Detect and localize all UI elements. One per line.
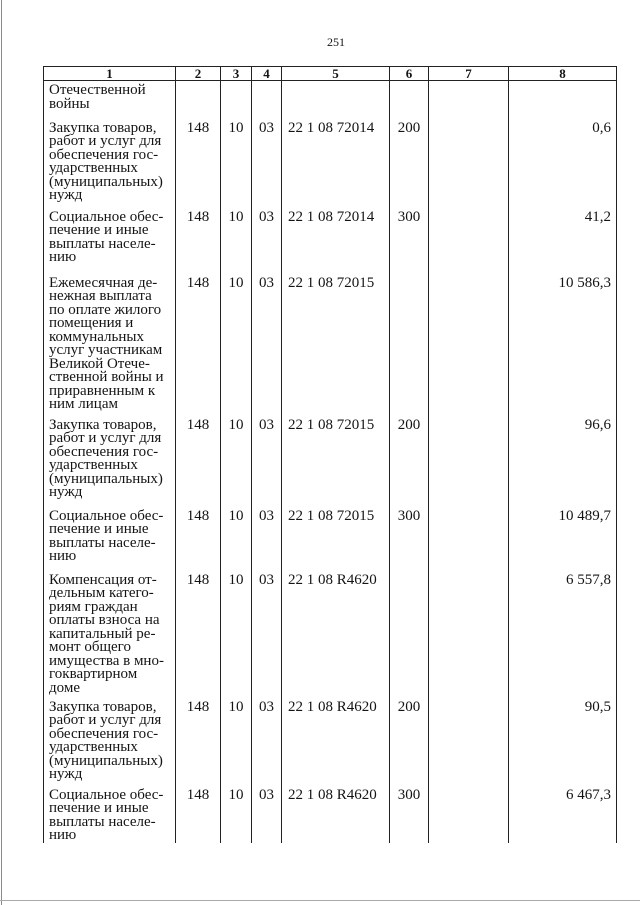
col4-code-cell: 03	[252, 507, 282, 571]
col5-code-cell: 22 1 08 72015	[282, 274, 390, 416]
col3-code-cell: 10	[221, 571, 252, 698]
header-col7: 7	[429, 67, 509, 81]
table-row	[44, 119, 617, 208]
amount-cell: 41,2	[509, 208, 617, 274]
row-name-cell: Отечественной войны	[44, 81, 176, 119]
col3-code-cell: 10	[221, 698, 252, 786]
col7-cell	[429, 81, 509, 119]
col2-code-cell	[176, 81, 221, 119]
col3-code-cell: 10	[221, 119, 252, 208]
col4-code-cell: 03	[252, 698, 282, 786]
amount-cell: 6 557,8	[509, 571, 617, 698]
amount-cell: 96,6	[509, 416, 617, 507]
col2-code-cell: 148	[176, 274, 221, 416]
col5-code-cell: 22 1 08 72015	[282, 416, 390, 507]
header-col8: 8	[509, 67, 617, 81]
header-col4: 4	[252, 67, 282, 81]
col5-code-cell	[282, 81, 390, 119]
col6-code-cell: 200	[390, 119, 429, 208]
col3-code-cell: 10	[221, 208, 252, 274]
col5-code-cell: 22 1 08 R4620	[282, 698, 390, 786]
amount-cell: 90,5	[509, 698, 617, 786]
table-row	[44, 507, 617, 571]
table-row	[44, 786, 617, 843]
col2-code-cell: 148	[176, 571, 221, 698]
col4-code-cell: 03	[252, 571, 282, 698]
col4-code-cell: 03	[252, 274, 282, 416]
page-number: 251	[327, 35, 345, 49]
row-name-cell: Социальное обес- печение и иные выплаты населе- нию	[44, 507, 176, 571]
col7-cell	[429, 208, 509, 274]
col6-code-cell	[390, 81, 429, 119]
col2-code-cell: 148	[176, 416, 221, 507]
col3-code-cell: 10	[221, 507, 252, 571]
amount-cell: 10 489,7	[509, 507, 617, 571]
header-col2: 2	[176, 67, 221, 81]
table-row	[44, 571, 617, 698]
amount-cell	[509, 81, 617, 119]
amount-cell: 6 467,3	[509, 786, 617, 843]
scan-edge-left	[1, 0, 2, 905]
header-row	[44, 67, 617, 81]
row-name-cell: Компенсация от- дельным катего- риям граждан оплаты взноса на капитальный ре- монт общего имущества в мно- гоквартирном доме	[44, 571, 176, 698]
row-name-cell: Социальное обес- печение и иные выплаты населе- нию	[44, 208, 176, 274]
table-row	[44, 698, 617, 786]
col3-code-cell	[221, 81, 252, 119]
col7-cell	[429, 119, 509, 208]
table-row	[44, 208, 617, 274]
col5-code-cell: 22 1 08 72014	[282, 119, 390, 208]
col7-cell	[429, 698, 509, 786]
col6-code-cell	[390, 571, 429, 698]
col5-code-cell: 22 1 08 72015	[282, 507, 390, 571]
col2-code-cell: 148	[176, 786, 221, 843]
scan-edge-bottom	[0, 900, 640, 901]
col6-code-cell: 200	[390, 416, 429, 507]
amount-cell: 0,6	[509, 119, 617, 208]
col6-code-cell: 300	[390, 507, 429, 571]
col6-code-cell: 300	[390, 786, 429, 843]
row-name-cell: Закупка товаров, работ и услуг для обеспечения гос- ударственных (муниципальных) нужд	[44, 119, 176, 208]
row-name-cell: Закупка товаров, работ и услуг для обеспечения гос- ударственных (муниципальных) нужд	[44, 698, 176, 786]
col7-cell	[429, 571, 509, 698]
col2-code-cell: 148	[176, 208, 221, 274]
col6-code-cell	[390, 274, 429, 416]
row-name-cell: Закупка товаров, работ и услуг для обеспечения гос- ударственных (муниципальных) нужд	[44, 416, 176, 507]
col3-code-cell: 10	[221, 416, 252, 507]
table-row	[44, 81, 617, 119]
col5-code-cell: 22 1 08 R4620	[282, 571, 390, 698]
col4-code-cell: 03	[252, 786, 282, 843]
col2-code-cell: 148	[176, 119, 221, 208]
col7-cell	[429, 507, 509, 571]
col7-cell	[429, 786, 509, 843]
col6-code-cell: 300	[390, 208, 429, 274]
col5-code-cell: 22 1 08 R4620	[282, 786, 390, 843]
col6-code-cell: 200	[390, 698, 429, 786]
header-col3: 3	[221, 67, 252, 81]
col7-cell	[429, 416, 509, 507]
table-row	[44, 274, 617, 416]
col4-code-cell: 03	[252, 208, 282, 274]
col4-code-cell: 03	[252, 119, 282, 208]
row-name-cell: Ежемесячная де- нежная выплата по оплате жилого помещения и коммунальных услуг участникам Великой Отече- ственной войны и приравненным к ним лицам	[44, 274, 176, 416]
col2-code-cell: 148	[176, 698, 221, 786]
col4-code-cell: 03	[252, 416, 282, 507]
header-col1: 1	[44, 67, 176, 81]
col2-code-cell: 148	[176, 507, 221, 571]
table-row	[44, 416, 617, 507]
col4-code-cell	[252, 81, 282, 119]
col5-code-cell: 22 1 08 72014	[282, 208, 390, 274]
row-name-cell: Социальное обес- печение и иные выплаты населе- нию	[44, 786, 176, 843]
amount-cell: 10 586,3	[509, 274, 617, 416]
budget-table	[43, 66, 617, 843]
col3-code-cell: 10	[221, 786, 252, 843]
header-col5: 5	[282, 67, 390, 81]
col7-cell	[429, 274, 509, 416]
col3-code-cell: 10	[221, 274, 252, 416]
header-col6: 6	[390, 67, 429, 81]
